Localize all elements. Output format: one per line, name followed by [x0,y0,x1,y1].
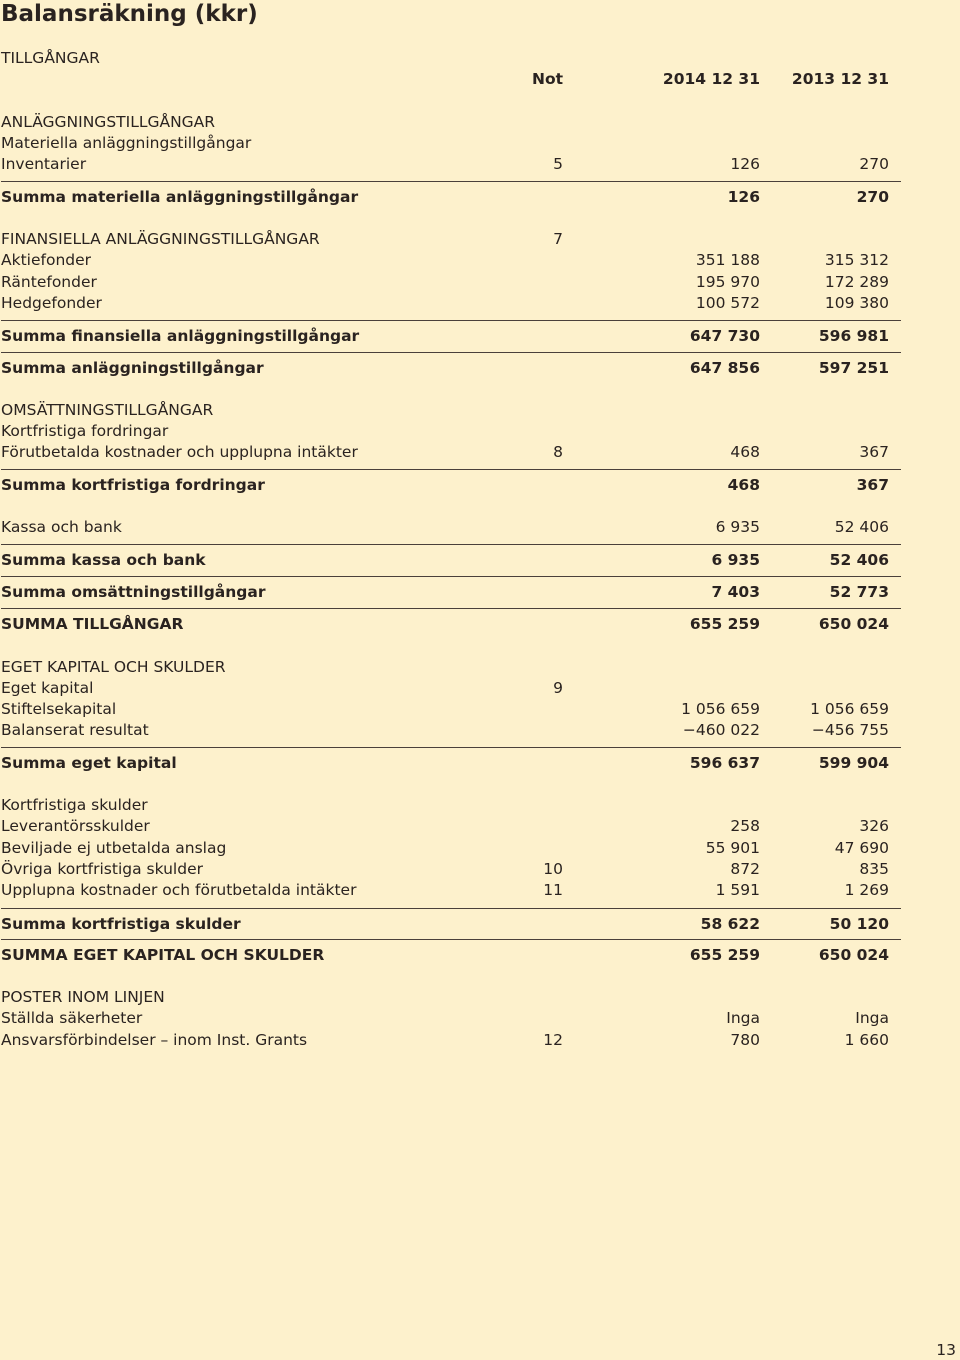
row-value-2013: 50 120 [829,915,889,933]
row-label: SUMMA EGET KAPITAL OCH SKULDER [1,946,325,964]
table-row [1,1008,901,1029]
table-row [1,272,901,293]
table-row [1,838,901,859]
row-value-2014: 1 056 659 [681,700,760,718]
subsection-heading [1,133,901,154]
row-value-2013: 596 981 [818,327,889,345]
table-row [1,517,901,538]
subsection-heading [1,678,901,699]
row-value-2014: 596 637 [689,754,760,772]
row-value-2014: 195 970 [695,273,760,291]
table-row [1,859,901,880]
row-label: Förutbetalda kostnader och upplupna intäkter [1,443,358,461]
row-label: FINANSIELLA ANLÄGGNINGSTILLGÅNGAR [1,230,320,248]
sum-row [1,544,901,571]
row-label: Ställda säkerheter [1,1009,143,1027]
section-heading [1,987,901,1008]
row-value-2013: 367 [856,476,889,494]
row-value-2013: 650 024 [818,615,889,633]
row-value-2014: 55 901 [705,839,760,857]
row-value-2014: 468 [730,443,760,461]
row-label: Leverantörsskulder [1,817,150,835]
row-value-2013: 326 [859,817,889,835]
table-row [1,442,901,463]
row-value-2014: 468 [727,476,760,494]
section-heading [1,112,901,133]
row-value-2013: 47 690 [834,839,889,857]
row-value-2013: 599 904 [818,754,889,772]
row-value-2013: 315 312 [824,251,889,269]
row-note: 10 [543,860,563,878]
section-heading [1,657,901,678]
sum-row [1,939,901,966]
row-value-2013: 835 [859,860,889,878]
row-value-2014: Inga [726,1009,760,1027]
row-label: EGET KAPITAL OCH SKULDER [1,658,226,676]
section-heading [1,400,901,421]
row-note: 7 [553,230,563,248]
row-label: Inventarier [1,155,87,173]
row-note: 8 [553,443,563,461]
page-number: 13 [936,1341,956,1359]
row-label: SUMMA TILLGÅNGAR [1,615,184,633]
row-note: 5 [553,155,563,173]
row-value-2014: 647 856 [689,359,760,377]
row-value-2013: −456 755 [811,721,889,739]
row-label: Räntefonder [1,273,97,291]
row-label: ANLÄGGNINGSTILLGÅNGAR [1,113,216,131]
row-label: Aktiefonder [1,251,92,269]
row-label: Summa kassa och bank [1,551,206,569]
row-value-2014: 655 259 [689,615,760,633]
column-header-row [1,69,901,90]
subsection-heading [1,795,901,816]
row-label: Summa kortfristiga fordringar [1,476,265,494]
row-value-2013: 52 773 [829,583,889,601]
row-value-2014: 1 591 [715,881,760,899]
row-label: Ansvarsförbindelser – inom Inst. Grants [1,1031,308,1049]
row-value-2013: 650 024 [818,946,889,964]
row-value-2013: 270 [856,188,889,206]
row-label: Summa omsättningstillgångar [1,583,266,601]
table-row [1,699,901,720]
row-value-2014: 100 572 [695,294,760,312]
sum-row [1,181,901,208]
row-value-2013: 1 056 659 [810,700,889,718]
sum-row [1,352,901,379]
row-value-2014: 351 188 [695,251,760,269]
row-value-2013: Inga [855,1009,889,1027]
row-label: Hedgefonder [1,294,102,312]
row-note: 12 [543,1031,563,1049]
row-value-2014: 58 622 [700,915,760,933]
page-title: Balansräkning (kkr) [1,1,258,27]
row-label: Beviljade ej utbetalda anslag [1,839,227,857]
row-value-2014: 780 [730,1031,760,1049]
row-value-2014: 126 [730,155,760,173]
table-row [1,1030,901,1051]
row-value-2014: 872 [730,860,760,878]
row-label: Övriga kortfristiga skulder [1,860,203,878]
row-value-2014: 655 259 [689,946,760,964]
row-value-2013: 172 289 [824,273,889,291]
row-label: POSTER INOM LINJEN [1,988,165,1006]
section-heading [1,229,901,250]
row-label: Summa kortfristiga skulder [1,915,241,933]
column-header-not: Not [531,70,563,88]
row-value-2013: 1 660 [844,1031,889,1049]
row-value-2013: 52 406 [834,518,889,536]
row-label: TILLGÅNGAR [1,49,100,67]
row-label: Stiftelsekapital [1,700,117,718]
row-value-2014: 6 935 [711,551,760,569]
table-row [1,293,901,314]
sum-row [1,576,901,603]
row-value-2014: 6 935 [715,518,760,536]
column-header-2013: 2013 12 31 [791,70,889,88]
row-label: Summa finansiella anläggningstillgångar [1,327,360,345]
sum-row [1,908,901,935]
row-value-2013: 270 [859,155,889,173]
row-label: Materiella anläggningstillgångar [1,134,252,152]
table-row [1,880,901,901]
row-value-2014: 7 403 [711,583,760,601]
row-note: 11 [543,881,563,899]
table-row [1,48,901,69]
row-value-2014: 126 [727,188,760,206]
sum-row [1,747,901,774]
row-label: Kassa och bank [1,518,122,536]
row-label: Balanserat resultat [1,721,149,739]
table-row [1,154,901,175]
row-value-2014: −460 022 [682,721,760,739]
row-value-2014: 647 730 [689,327,760,345]
row-note: 9 [553,679,563,697]
row-label: Upplupna kostnader och förutbetalda intäkter [1,881,357,899]
sum-row [1,608,901,635]
row-label: Summa eget kapital [1,754,177,772]
column-header-2014: 2014 12 31 [662,70,760,88]
subsection-heading [1,421,901,442]
row-value-2013: 597 251 [818,359,889,377]
row-label: Kortfristiga skulder [1,796,148,814]
row-label: Summa anläggningstillgångar [1,359,264,377]
row-value-2013: 367 [859,443,889,461]
row-value-2014: 258 [730,817,760,835]
sum-row [1,469,901,496]
row-label: Summa materiella anläggningstillgångar [1,188,359,206]
row-label: Kortfristiga fordringar [1,422,169,440]
table-row [1,250,901,271]
row-label: OMSÄTTNINGSTILLGÅNGAR [1,401,214,419]
table-row [1,816,901,837]
sum-row [1,320,901,347]
row-value-2013: 1 269 [844,881,889,899]
row-label: Eget kapital [1,679,94,697]
row-value-2013: 109 380 [824,294,889,312]
row-value-2013: 52 406 [829,551,889,569]
table-row [1,720,901,741]
